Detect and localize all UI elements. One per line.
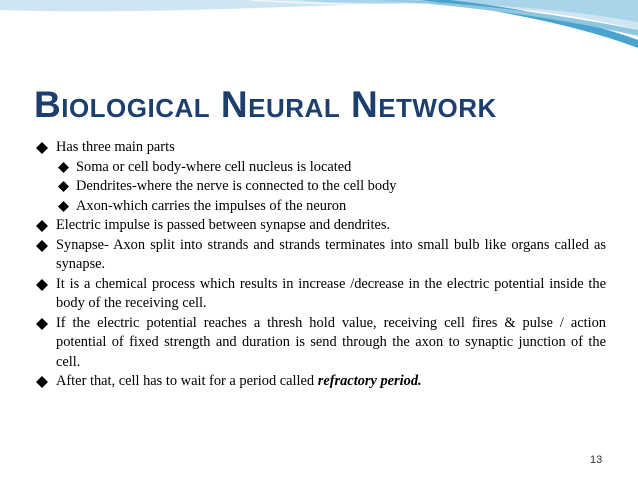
diamond-bullet-icon xyxy=(36,240,48,252)
list-item-text: Soma or cell body-where cell nucleus is located xyxy=(76,158,352,175)
list-item-text: After that, cell has to wait for a period called xyxy=(56,373,318,389)
bullet-list xyxy=(36,138,606,392)
list-item xyxy=(36,275,606,314)
diamond-bullet-icon xyxy=(58,201,69,212)
list-item xyxy=(36,314,606,373)
emphasized-term: refractory period. xyxy=(317,373,422,389)
slide-title: Biological Neural Network xyxy=(34,84,497,125)
list-item-text: Synapse- Axon split into strands and strands terminates into small bulb like organs called as synapse. xyxy=(56,236,606,272)
diamond-bullet-icon xyxy=(58,181,69,192)
list-item xyxy=(36,236,606,275)
list-item xyxy=(58,158,606,178)
list-item xyxy=(36,138,606,158)
list-item-text: It is a chemical process which results in increase /decrease in the electric potential inside the body of the receiving cell. xyxy=(56,275,606,311)
diamond-bullet-icon xyxy=(36,279,48,291)
diamond-bullet-icon xyxy=(58,162,69,173)
list-item-text: Electric impulse is passed between synapse and dendrites. xyxy=(56,217,391,233)
list-item xyxy=(58,177,606,197)
page-number: 13 xyxy=(590,454,603,466)
diamond-bullet-icon xyxy=(36,318,48,330)
list-item xyxy=(36,372,606,392)
list-item xyxy=(58,197,606,217)
list-item-text: Has three main parts xyxy=(56,139,175,155)
diamond-bullet-icon xyxy=(36,220,48,232)
list-item xyxy=(36,216,606,236)
diamond-bullet-icon xyxy=(36,376,48,388)
header-wave-decoration xyxy=(0,0,638,60)
diamond-bullet-icon xyxy=(36,142,48,154)
list-item-text: Axon-which carries the impulses of the neuron xyxy=(76,197,347,214)
list-item-text: Dendrites-where the nerve is connected to the cell body xyxy=(76,178,397,194)
list-item-text: If the electric potential reaches a thresh hold value, receiving cell fires & pulse / action potential of fixed strength and duration is send through the axon to synaptic junction of the cell. xyxy=(56,314,606,370)
